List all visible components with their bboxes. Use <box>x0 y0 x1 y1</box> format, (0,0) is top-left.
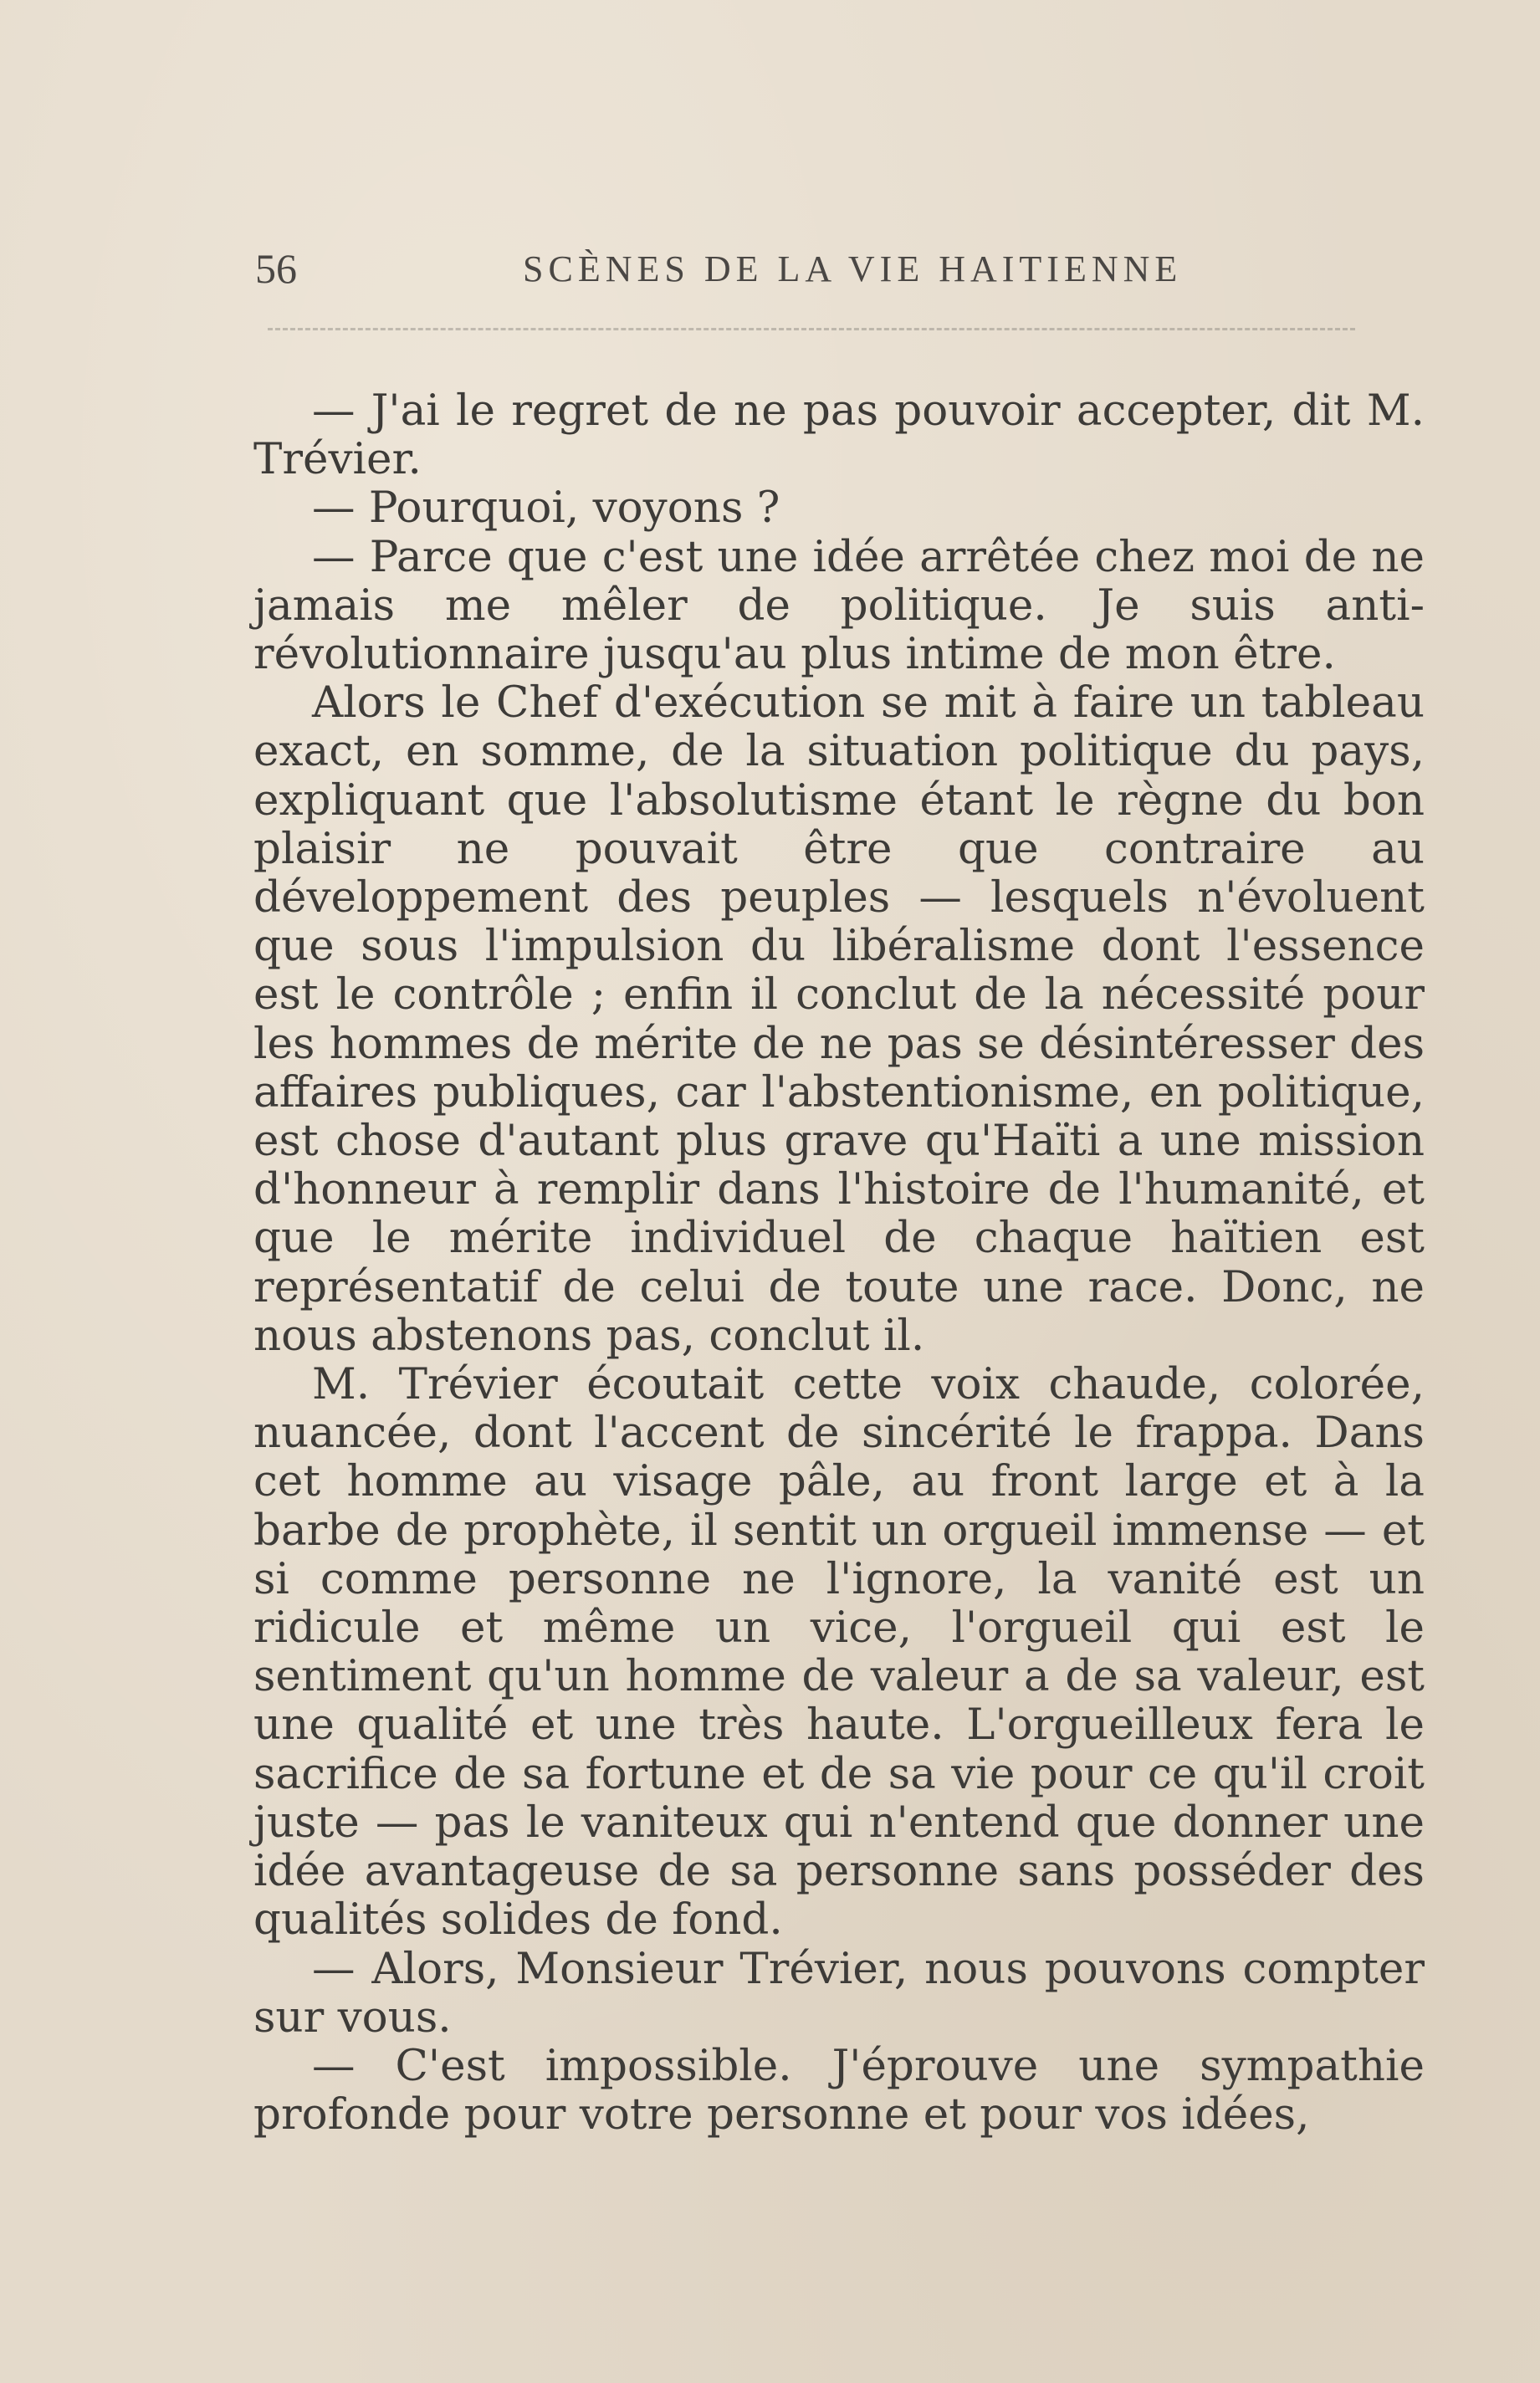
paragraph: — Parce que c'est une idée arrêtée chez moi de ne jamais me mêler de politique. Je suis anti-révolutionnaire jusqu'au plus intime de mon être. <box>253 531 1425 680</box>
page-header <box>255 244 1426 294</box>
paragraph: — C'est impossible. J'éprouve une sympathie profonde pour votre personne et pour vos idées, <box>253 2040 1425 2140</box>
paragraph: — J'ai le regret de ne pas pouvoir accepter, dit M. Trévier. <box>253 386 1425 485</box>
paragraph: — Alors, Monsieur Trévier, nous pouvons compter sur vous. <box>253 1943 1425 2043</box>
paragraph: Alors le Chef d'exécution se mit à faire un tableau exact, en somme, de la situation politique du pays, expliquant que l'absolutisme étant le règne du bon plaisir ne pouvait être que contraire au développement des peuples — lesquels n'évoluent que sous l'impulsion du libéralisme dont l'essence est le contrôle ; enfin il conclut de la nécessité pour les hommes de mérite de ne pas se désintéresser des affaires publiques, car l'abstentionisme, en politique, est chose d'autant plus grave qu'Haïti a une mission d'honneur à remplir dans l'histoire de l'humanité, et que le mérite individuel de chaque haïtien est représentatif de celui de toute une race. Donc, ne nous abstenons pas, conclut il. <box>253 678 1425 1361</box>
paragraph: M. Trévier écoutait cette voix chaude, colorée, nuancée, dont l'accent de sincérité le frappa. Dans cet homme au visage pâle, au front large et à la barbe de prophète, il sentit un orgueil immense — et si comme personne ne l'ignore, la vanité est un ridicule et même un vice, l'orgueil qui est le sentiment qu'un homme de valeur a de sa valeur, est une qualité et une très haute. L'orgueilleux fera le sacrifice de sa fortune et de sa vie pour ce qu'il croit juste — pas le vaniteux qui n'entend que donner une idée avantageuse de sa personne sans posséder des qualités solides de fond. <box>253 1359 1425 1946</box>
page-number: 56 <box>255 245 297 292</box>
body-text <box>253 386 1425 2139</box>
running-title: SCÈNES DE LA VIE HAITIENNE <box>523 248 1183 289</box>
header-rule <box>268 328 1355 330</box>
paragraph: — Pourquoi, voyons ? <box>312 483 780 534</box>
